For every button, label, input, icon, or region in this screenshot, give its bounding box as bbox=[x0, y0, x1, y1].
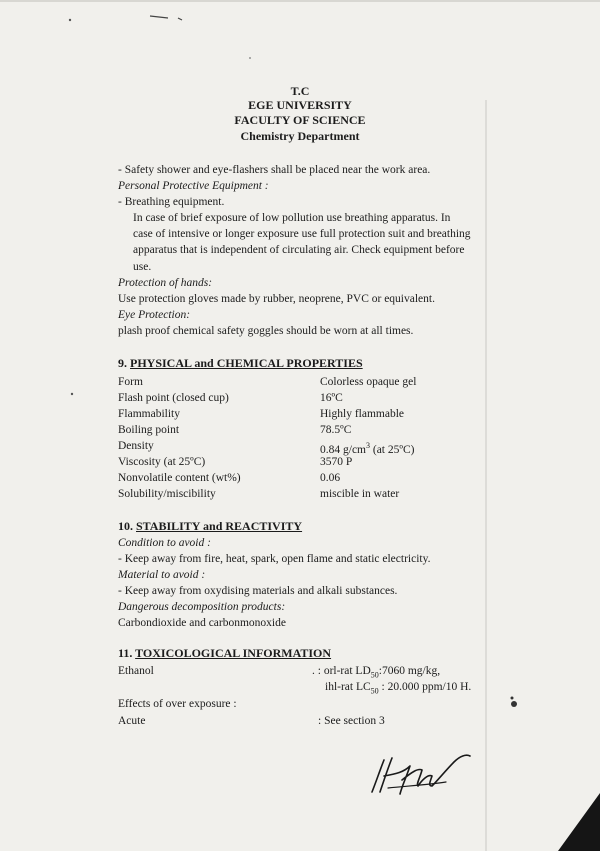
lc50-prefix: ihl-rat LC bbox=[325, 681, 371, 693]
material-to-avoid-text: - Keep away from oxydising materials and alkali substances. bbox=[118, 585, 398, 597]
lc50-subscript: 50 bbox=[370, 686, 379, 696]
hands-heading: Protection of hands: bbox=[118, 277, 213, 289]
density-value-superscript: 3 bbox=[366, 441, 370, 450]
material-to-avoid-heading: Material to avoid : bbox=[118, 569, 206, 581]
section-10-heading bbox=[118, 519, 302, 533]
property-value-solubility: miscible in water bbox=[320, 488, 400, 500]
property-value-flammability: Highly flammable bbox=[320, 408, 404, 420]
decomposition-heading: Dangerous decomposition products: bbox=[118, 601, 286, 613]
breathing-paragraph-line-3: apparatus that is independent of circulating air. Check equipment before bbox=[133, 244, 465, 256]
property-value-viscosity: 3570 P bbox=[320, 456, 353, 468]
acute-label: Acute bbox=[118, 715, 146, 727]
scan-edge-top bbox=[0, 0, 600, 2]
section-9-number: 9. bbox=[118, 356, 127, 370]
property-value-flash-point: 16ºC bbox=[320, 392, 343, 404]
property-value-boiling-point: 78.5ºC bbox=[320, 424, 352, 436]
breathing-paragraph-line-1: In case of brief exposure of low pollution use breathing apparatus. In bbox=[133, 212, 451, 224]
decomposition-text: Carbondioxide and carbonmonoxide bbox=[118, 617, 286, 629]
header-university: EGE UNIVERSITY bbox=[248, 98, 352, 112]
property-label-nonvolatile: Nonvolatile content (wt%) bbox=[118, 472, 241, 484]
section-9-heading bbox=[118, 356, 363, 370]
property-label-boiling-point: Boiling point bbox=[118, 424, 180, 436]
ppe-heading: Personal Protective Equipment : bbox=[118, 180, 269, 192]
header-tc: T.C bbox=[290, 84, 310, 98]
property-label-flammability: Flammability bbox=[118, 408, 180, 420]
safety-shower-text: - Safety shower and eye-flashers shall be placed near the work area. bbox=[118, 164, 431, 176]
property-label-solubility: Solubility/miscibility bbox=[118, 488, 216, 500]
header-faculty: FACULTY OF SCIENCE bbox=[234, 113, 366, 127]
section-11-heading bbox=[118, 646, 331, 660]
scan-corner-shadow bbox=[558, 793, 600, 851]
eye-heading: Eye Protection: bbox=[118, 309, 191, 321]
section-9-title: PHYSICAL and CHEMICAL PROPERTIES bbox=[130, 356, 363, 370]
section-10-title: STABILITY and REACTIVITY bbox=[136, 519, 303, 533]
property-label-density: Density bbox=[118, 440, 154, 452]
lc50-value bbox=[325, 680, 471, 698]
section-10-number: 10. bbox=[118, 519, 133, 533]
condition-to-avoid-text: - Keep away from fire, heat, spark, open flame and static electricity. bbox=[118, 553, 431, 565]
eye-text: plash proof chemical safety goggles should be worn at all times. bbox=[118, 325, 414, 337]
signature bbox=[366, 752, 476, 798]
section-11-title: TOXICOLOGICAL INFORMATION bbox=[135, 646, 332, 660]
property-value-form: Colorless opaque gel bbox=[320, 376, 417, 388]
breathing-paragraph-line-2: case of intensive or longer exposure use full protection suit and breathing bbox=[133, 228, 471, 240]
ld50-subscript: 50 bbox=[370, 670, 379, 680]
ld50-prefix: . : orl-rat LD bbox=[312, 665, 371, 677]
effects-label: Effects of over exposure : bbox=[118, 698, 237, 710]
substance-name: Ethanol bbox=[118, 665, 154, 677]
density-value-main: 0.84 g/cm bbox=[320, 443, 366, 456]
property-label-form: Form bbox=[118, 376, 143, 388]
hands-text: Use protection gloves made by rubber, neoprene, PVC or equivalent. bbox=[118, 293, 435, 305]
breathing-item: - Breathing equipment. bbox=[118, 196, 225, 208]
section-11-number: 11. bbox=[118, 646, 133, 660]
condition-to-avoid-heading: Condition to avoid : bbox=[118, 537, 211, 549]
header-department: Chemistry Department bbox=[240, 129, 360, 143]
density-value-condition: (at 25ºC) bbox=[370, 443, 415, 456]
ld50-suffix: :7060 mg/kg, bbox=[378, 665, 441, 677]
breathing-paragraph-line-4: use. bbox=[133, 261, 152, 273]
acute-value: : See section 3 bbox=[318, 715, 385, 727]
lc50-suffix: : 20.000 ppm/10 H. bbox=[378, 681, 472, 693]
property-label-viscosity: Viscosity (at 25ºC) bbox=[118, 456, 206, 468]
property-value-nonvolatile: 0.06 bbox=[320, 472, 341, 484]
property-label-flash-point: Flash point (closed cup) bbox=[118, 392, 229, 404]
